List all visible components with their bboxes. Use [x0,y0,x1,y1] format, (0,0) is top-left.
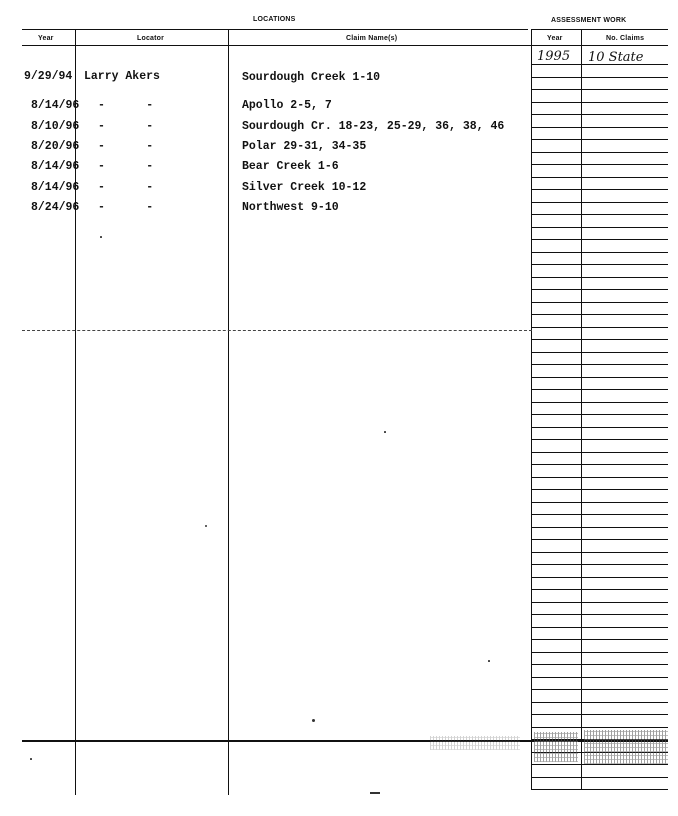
ledger-line [531,414,668,415]
locations-header: LOCATIONS [253,16,296,23]
ledger-line [531,227,668,228]
ledger-line [531,127,668,128]
row-5-locator: - - [98,160,154,173]
ledger-line [531,364,668,365]
ledger-line [531,152,668,153]
assessment-year-handwritten: 1995 [537,49,571,64]
row-3-date: 8/10/96 [31,120,80,133]
ledger-line [531,239,668,240]
row-2-date: 8/14/96 [31,99,80,112]
ledger-line [531,664,668,665]
row-7-date: 8/24/96 [31,201,80,214]
divider-locator-claims [228,29,229,795]
ledger-line [531,639,668,640]
ledger-line [531,689,668,690]
ledger-line [531,352,668,353]
divider-assess-year-claims [581,29,582,789]
ledger-line [531,339,668,340]
ledger-line [531,202,668,203]
scan-noise-3 [430,736,520,750]
ledger-line [531,427,668,428]
ledger-line [531,277,668,278]
col-assess-year-header: Year [547,35,563,42]
ledger-line [531,252,668,253]
ledger-line [531,164,668,165]
ledger-line [531,777,668,778]
col-year-header: Year [38,35,54,42]
ledger-line [531,514,668,515]
row-3-claim: Sourdough Cr. 18-23, 25-29, 36, 38, 46 [242,120,505,133]
row-4-locator: - - [98,140,154,153]
speck [100,236,102,238]
ledger-line [531,139,668,140]
ledger-line [531,489,668,490]
ledger-line [531,402,668,403]
row-6-date: 8/14/96 [31,181,80,194]
header-top-rule-right [531,29,668,30]
row-7-locator: - - [98,201,154,214]
ledger-line [531,439,668,440]
row-4-claim: Polar 29-31, 34-35 [242,140,367,153]
ledger-line [531,189,668,190]
col-claim-names-header: Claim Name(s) [346,35,398,42]
header-top-rule [22,29,528,30]
speck [312,719,315,722]
row-1-locator: Larry Akers [84,70,160,83]
speck [384,431,386,433]
ledger-line [531,614,668,615]
ledger-line [531,214,668,215]
ledger-line [531,564,668,565]
ledger-line [531,527,668,528]
row-1-claim: Sourdough Creek 1-10 [242,71,381,84]
ledger-line [531,327,668,328]
col-locator-header: Locator [137,35,165,42]
ledger-line [531,602,668,603]
assessment-claims-handwritten: 10 State [588,50,644,65]
divider-claims-assess [531,29,532,789]
ledger-line [531,714,668,715]
ledger-line [531,452,668,453]
ledger-line [531,89,668,90]
speck [205,525,207,527]
speck [488,660,490,662]
ledger-line [531,702,668,703]
row-6-locator: - - [98,181,154,194]
ledger-line [531,289,668,290]
row-5-date: 8/14/96 [31,160,80,173]
header-bottom-rule [22,45,668,46]
row-3-locator: - - [98,120,154,133]
ledger-line [531,764,668,765]
ledger-line [531,789,668,790]
scan-noise-1 [534,732,578,762]
row-4-date: 8/20/96 [31,140,80,153]
mid-dashed-rule [22,330,532,331]
ledger-line [531,264,668,265]
ledger-line [531,589,668,590]
ledger-line [531,302,668,303]
speck [30,758,32,760]
ledger-line [531,539,668,540]
ledger-line [531,577,668,578]
ledger-line [531,464,668,465]
ledger-line [531,102,668,103]
ledger-line [531,77,668,78]
ledger-line [531,314,668,315]
ledger-line [531,177,668,178]
ledger-line [531,552,668,553]
row-2-locator: - - [98,99,154,112]
ledger-line [531,502,668,503]
row-1-date: 9/29/94 [24,70,73,83]
scan-noise-2 [584,730,668,764]
row-5-claim: Bear Creek 1-6 [242,160,339,173]
speck [370,792,380,794]
assessment-work-header: ASSESSMENT WORK [551,17,627,24]
row-7-claim: Northwest 9-10 [242,201,339,214]
ledger-line [531,477,668,478]
col-no-claims-header: No. Claims [606,35,645,42]
ledger-line [531,389,668,390]
ledger-line [531,377,668,378]
ledger-line [531,114,668,115]
ledger-line [531,627,668,628]
ledger-line [531,652,668,653]
row-2-claim: Apollo 2-5, 7 [242,99,332,112]
ledger-line [531,677,668,678]
ledger-line [531,727,668,728]
row-6-claim: Silver Creek 10-12 [242,181,367,194]
